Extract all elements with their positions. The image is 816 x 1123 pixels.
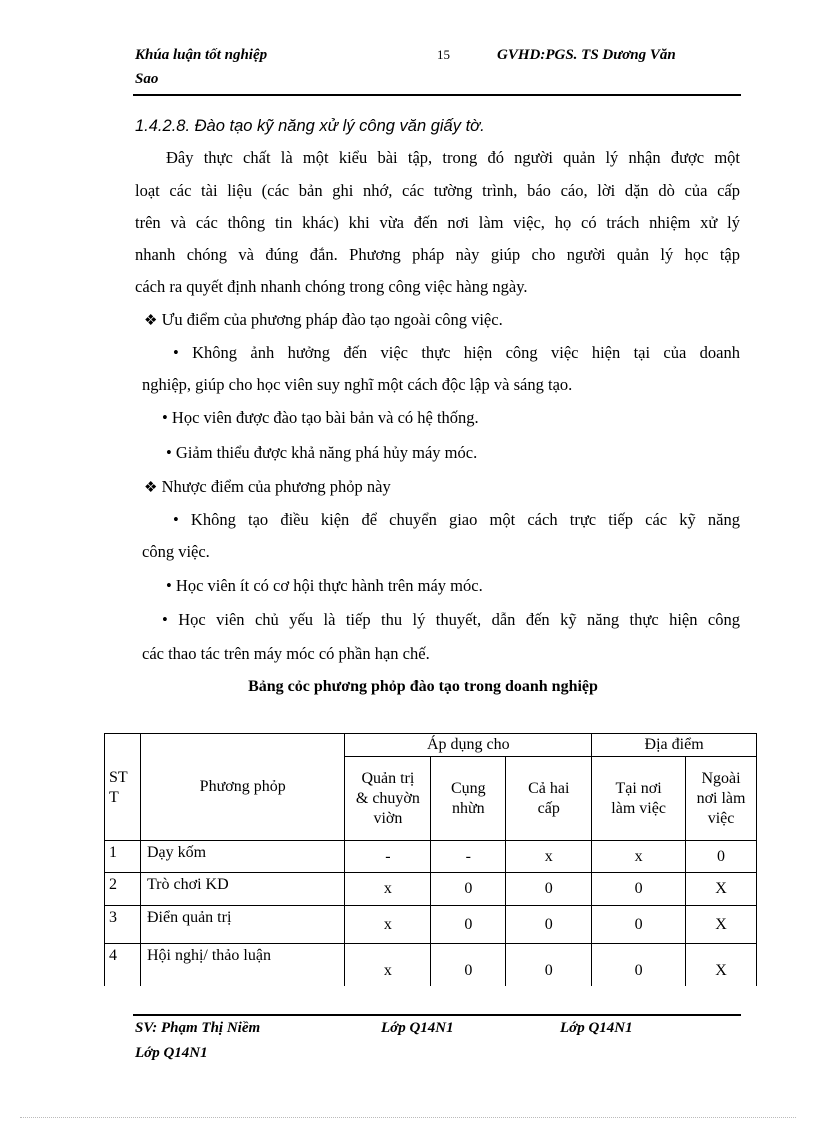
table-row <box>105 906 757 944</box>
cell-worker: 0 <box>431 906 506 944</box>
cell-method: Hội nghị/ thảo luận <box>140 944 344 986</box>
cell-method: Điển quản trị <box>140 906 344 944</box>
header-manager <box>345 757 431 841</box>
disadvantage-item-3-line-1: • Học viên chủ yếu là tiếp thu lý thuyết, dẫn đến kỹ năng thực hiện công <box>162 610 740 629</box>
header-thesis-label: Khúa luận tốt nghiệp <box>135 47 268 63</box>
paragraph-line-3: trên và các thông tin khác) khi vừa đến nơi làm việc, họ có trách nhiệm xử lý <box>135 213 740 232</box>
header-onsite <box>592 757 686 841</box>
cell-stt: 1 <box>105 841 141 873</box>
cell-offsite: X <box>686 944 757 986</box>
cell-onsite: x <box>592 841 686 873</box>
cell-worker: 0 <box>431 873 506 906</box>
header-offsite-text: Ngoài nơi làm việc <box>696 769 746 827</box>
header-rule <box>133 94 741 96</box>
page-bottom-border <box>20 1117 796 1118</box>
header-method: Phương phỏp <box>140 734 344 841</box>
table-row <box>105 841 757 873</box>
cell-worker: - <box>431 841 506 873</box>
paragraph-line-2: loạt các tài liệu (các bản ghi nhớ, các tường trình, báo cáo, lời dặn dò của cấp <box>135 181 740 200</box>
header-page-number: 15 <box>437 47 450 62</box>
diamond-bullet-icon: ❖ <box>144 480 158 496</box>
footer-student: SV: Phạm Thị Niềm <box>135 1020 261 1036</box>
advantage-item-1-line-2: nghiệp, giúp cho học viên suy nghĩ một cách độc lập và sáng tạo. <box>142 375 573 394</box>
header-both-text: Cả hai cấp <box>528 779 570 817</box>
footer-class-2: Lớp Q14N1 <box>560 1020 633 1036</box>
header-offsite <box>686 757 757 841</box>
footer-class-1: Lớp Q14N1 <box>381 1020 454 1036</box>
advantage-item-3: • Giảm thiểu được khả năng phá hủy máy móc. <box>166 443 478 462</box>
footer-class-3: Lớp Q14N1 <box>135 1045 208 1061</box>
cell-both: 0 <box>506 873 592 906</box>
header-manager-text: Quản trị & chuyờn viờn <box>355 769 420 827</box>
header-stt <box>105 734 141 841</box>
table-caption: Bảng cỏc phương phỏp đào tạo trong doanh nghiệp <box>248 678 598 695</box>
cell-offsite: X <box>686 906 757 944</box>
footer-rule <box>133 1014 741 1016</box>
header-advisor: GVHD:PGS. TS Dương Văn <box>497 47 676 63</box>
diamond-bullet-icon: ❖ <box>144 313 158 329</box>
cell-both: x <box>506 841 592 873</box>
advantages-heading <box>144 310 503 330</box>
paragraph-line-5: cách ra quyết định nhanh chóng trong công việc hàng ngày. <box>135 277 528 296</box>
header-onsite-text: Tại nơi làm việc <box>611 779 666 817</box>
cell-stt: 3 <box>105 906 141 944</box>
disadvantage-item-3-line-2: các thao tác trên máy móc có phần hạn chế. <box>142 644 430 663</box>
advantages-heading-text: Ưu điểm của phương pháp đào tạo ngoài công việc. <box>161 310 503 329</box>
cell-method: Trò chơi KD <box>140 873 344 906</box>
cell-method: Dạy kốm <box>140 841 344 873</box>
cell-offsite: X <box>686 873 757 906</box>
cell-stt: 2 <box>105 873 141 906</box>
header-both <box>506 757 592 841</box>
advantage-item-2: • Học viên được đào tạo bài bản và có hệ thống. <box>162 408 479 427</box>
cell-worker: 0 <box>431 944 506 986</box>
table-row <box>105 944 757 986</box>
header-advisor-cont: Sao <box>135 71 159 87</box>
header-worker-text: Cụng nhừn <box>450 779 486 817</box>
advantage-item-1-line-1: • Không ảnh hưởng đến việc thực hiện công việc hiện tại của doanh <box>173 343 740 362</box>
cell-manager: x <box>345 906 431 944</box>
header-location-group: Địa điểm <box>592 734 757 757</box>
header-apply-group: Áp dụng cho <box>345 734 592 757</box>
table-row <box>105 873 757 906</box>
cell-manager: x <box>345 873 431 906</box>
cell-stt: 4 <box>105 944 141 986</box>
disadvantages-heading-text: Nhược điểm của phương phỏp này <box>161 477 391 496</box>
cell-manager: - <box>345 841 431 873</box>
disadvantage-item-1-line-1: • Không tạo điều kiện để chuyển giao một cách trực tiếp các kỹ năng <box>173 510 740 529</box>
cell-onsite: 0 <box>592 944 686 986</box>
cell-both: 0 <box>506 944 592 986</box>
section-title: 1.4.2.8. Đào tạo kỹ năng xử lý công văn giấy tờ. <box>135 117 485 135</box>
paragraph-line-1: Đây thực chất là một kiểu bài tập, trong đó người quản lý nhận được một <box>166 148 740 167</box>
cell-offsite: 0 <box>686 841 757 873</box>
cell-onsite: 0 <box>592 873 686 906</box>
paragraph-line-4: nhanh chóng và đúng đắn. Phương pháp này giúp cho người quản lý học tập <box>135 245 740 264</box>
disadvantage-item-1-line-2: công việc. <box>142 542 210 561</box>
cell-manager: x <box>345 944 431 986</box>
methods-table <box>104 733 757 986</box>
cell-both: 0 <box>506 906 592 944</box>
header-worker <box>431 757 506 841</box>
disadvantages-heading <box>144 477 391 497</box>
disadvantage-item-2: • Học viên ít có cơ hội thực hành trên máy móc. <box>166 576 483 595</box>
cell-onsite: 0 <box>592 906 686 944</box>
header-stt-text: ST T <box>109 769 128 806</box>
